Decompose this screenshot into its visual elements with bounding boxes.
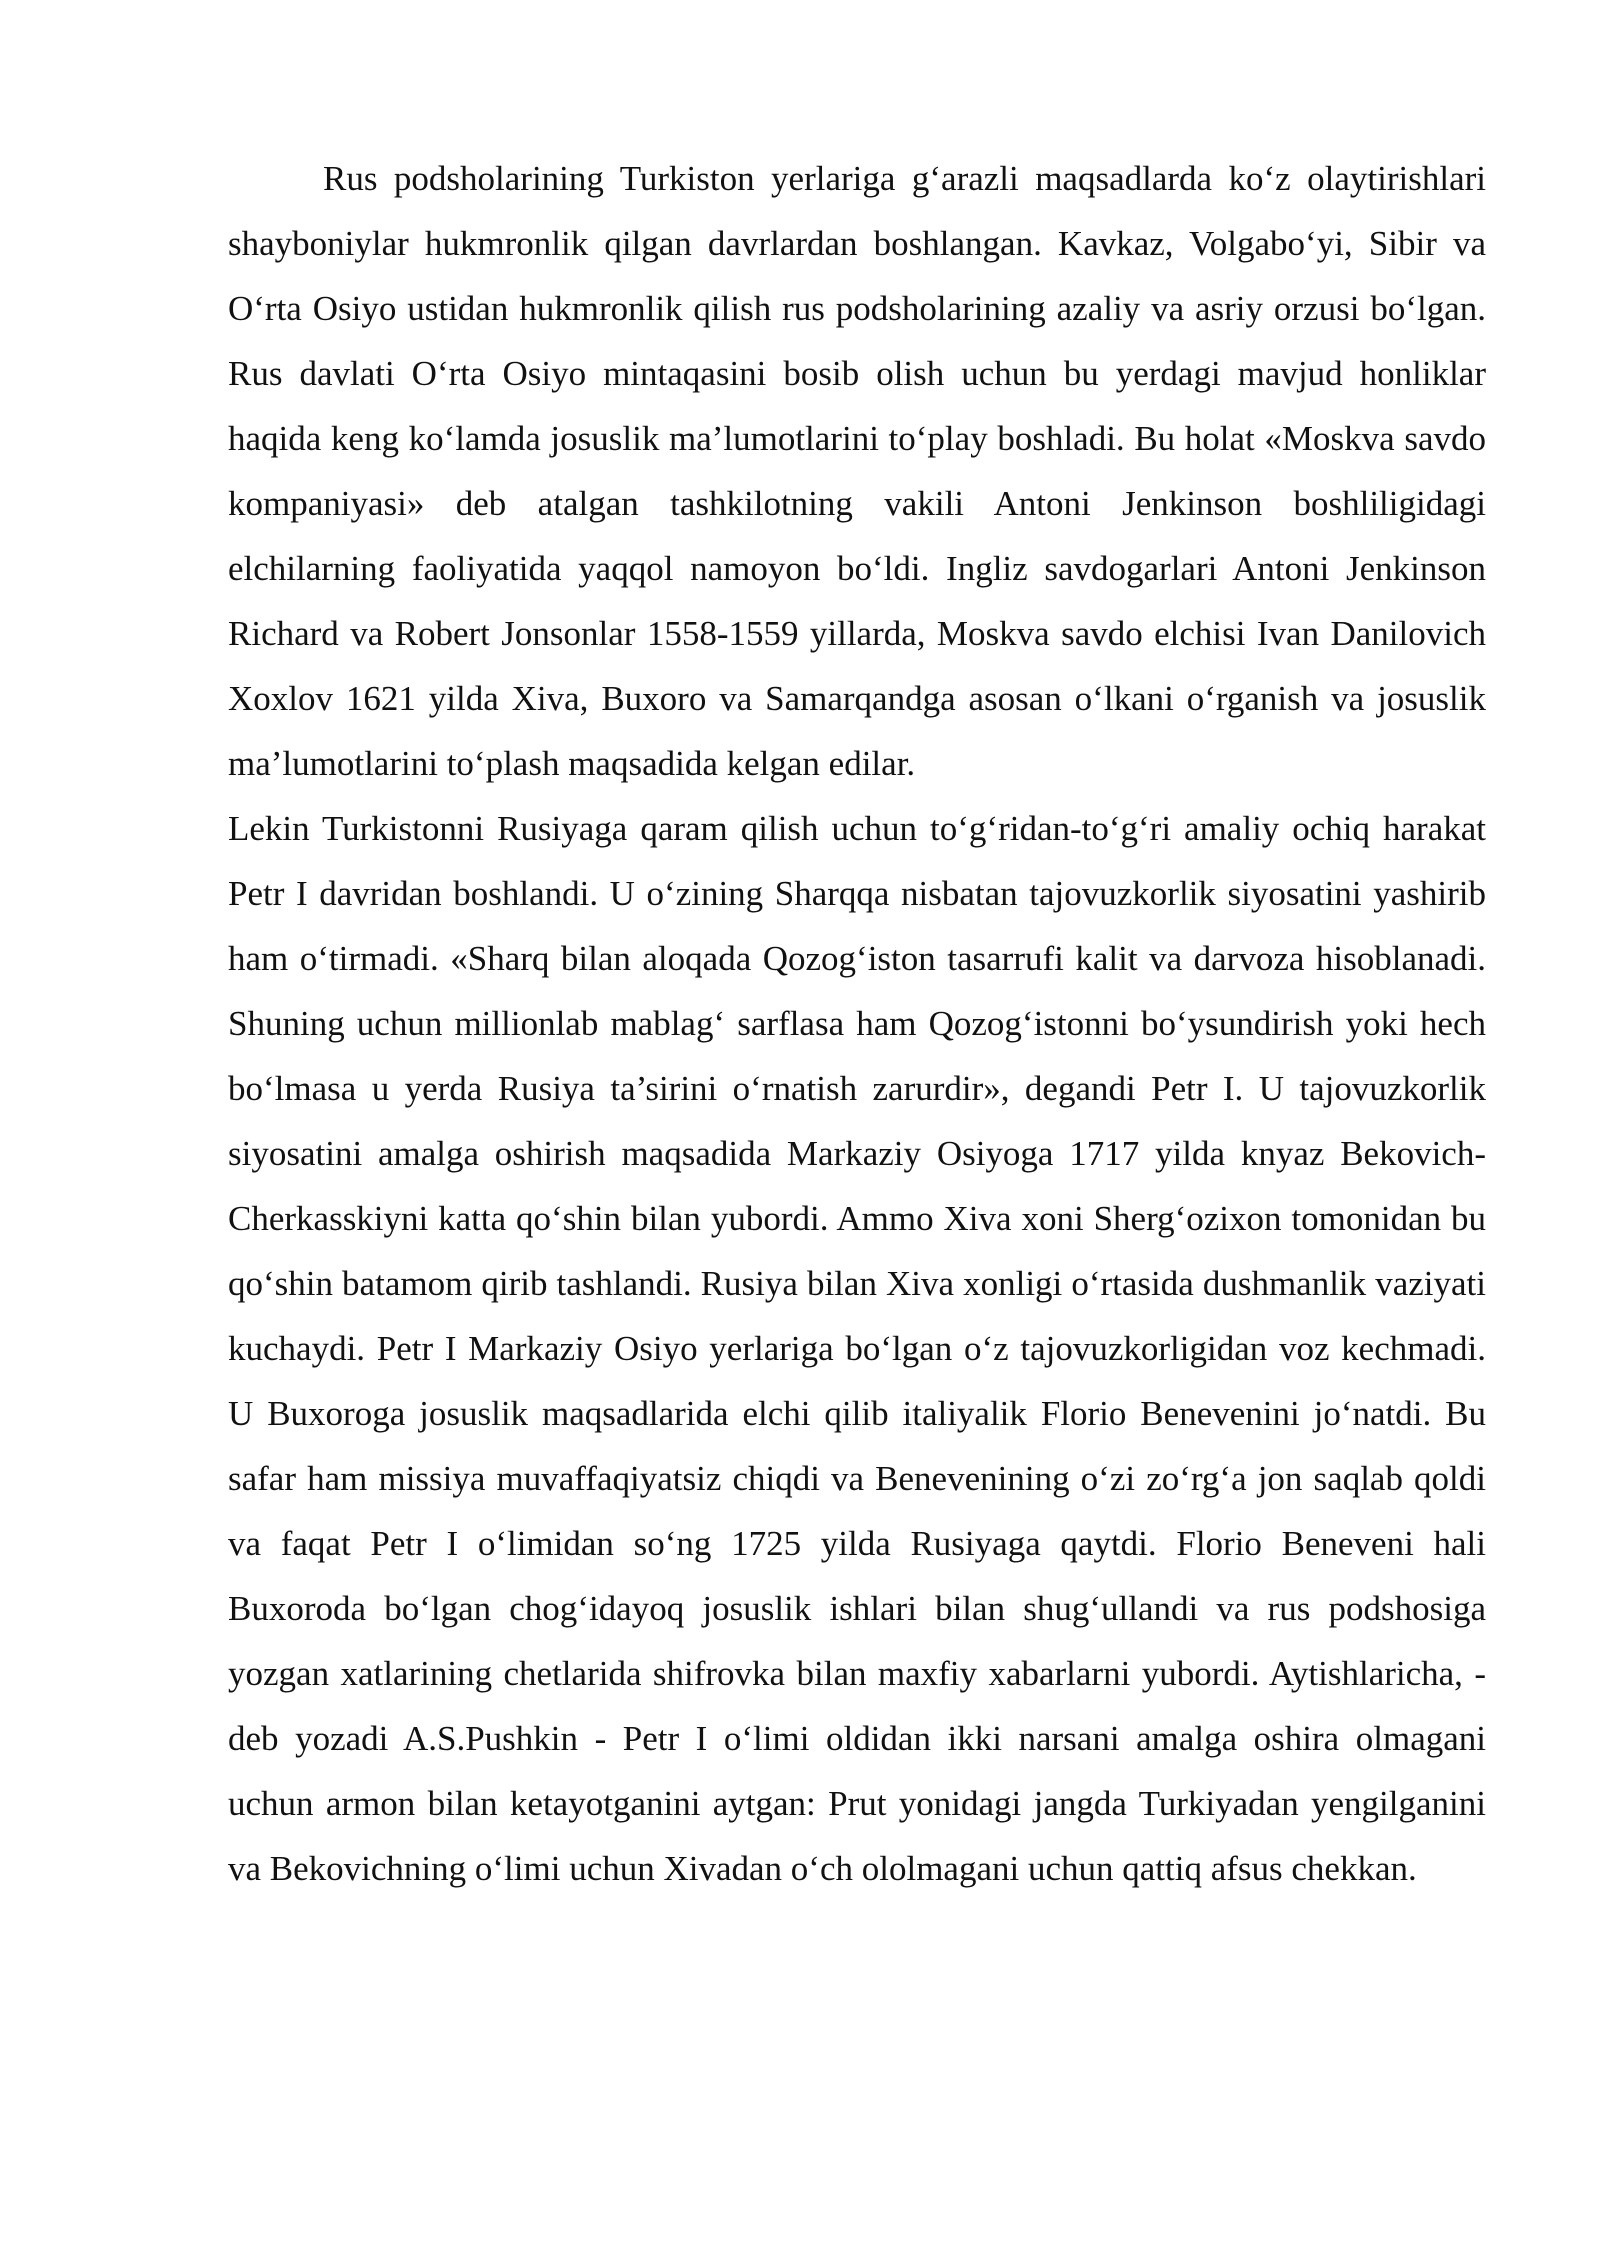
document-body [228, 146, 1486, 1901]
paragraph: Lekin Turkistonni Rusiyaga qaram qilish uchun to‘g‘ridan-to‘g‘ri amaliy ochiq harakat Petr I davridan boshlandi. U o‘zining Sharqqa nisbatan tajovuzkorlik siyosatini yashirib ham o‘tirmadi. «Sharq bilan aloqada Qozog‘iston tasarrufi kalit va darvoza hisoblanadi. Shuning uchun millionlab mablag‘ sarflasa ham Qozog‘istonni bo‘ysundirish yoki hech bo‘lmasa u yerda Rusiya ta’sirini o‘rnatish zarurdir», degandi Petr I. U tajovuzkorlik siyosatini amalga oshirish maqsadida Markaziy Osiyoga 1717 yilda knyaz Bekovich-Cherkasskiyni katta qo‘shin bilan yubordi. Ammo Xiva xoni Sherg‘ozixon tomonidan bu qo‘shin batamom qirib tashlandi. Rusiya bilan Xiva xonligi o‘rtasida dushmanlik vaziyati kuchaydi. Petr I Markaziy Osiyo yerlariga bo‘lgan o‘z tajovuzkorligidan voz kechmadi. U Buxoroga josuslik maqsadlarida elchi qilib italiyalik Florio Benevenini jo‘natdi. Bu safar ham missiya muvaffaqiyatsiz chiqdi va Benevenining o‘zi zo‘rg‘a jon saqlab qoldi va faqat Petr I o‘limidan so‘ng 1725 yilda Rusiyaga qaytdi. Florio Beneveni hali Buxoroda bo‘lgan chog‘idayoq josuslik ishlari bilan shug‘ullandi va rus podshosiga yozgan xatlarining chetlarida shifrovka bilan maxfiy xabarlarni yubordi. Aytishlaricha, - deb yozadi A.S.Pushkin - Petr I o‘limi oldidan ikki narsani amalga oshira olmagani uchun armon bilan ketayotganini aytgan: Prut yonidagi jangda Turkiyadan yengilganini va Bekovichning o‘limi uchun Xivadan o‘ch ololmagani uchun qattiq afsus chekkan. [228, 809, 1486, 1888]
paragraph: Rus podsholarining Turkiston yerlariga g‘arazli maqsadlarda ko‘z olaytirishlari shayboniylar hukmronlik qilgan davrlardan boshlangan. Kavkaz, Volgabo‘yi, Sibir va O‘rta Osiyo ustidan hukmronlik qilish rus podsholarining azaliy va asriy orzusi bo‘lgan. Rus davlati O‘rta Osiyo mintaqasini bosib olish uchun bu yerdagi mavjud honliklar haqida keng ko‘lamda josuslik ma’lumotlarini to‘play boshladi. Bu holat «Moskva savdo kompaniyasi» deb atalgan tashkilotning vakili Antoni Jenkinson boshliligidagi elchilarning faoliyatida yaqqol namoyon bo‘ldi. Ingliz savdogarlari Antoni Jenkinson Richard va Robert Jonsonlar 1558-1559 yillarda, Moskva savdo elchisi Ivan Danilovich Xoxlov 1621 yilda Xiva, Buxoro va Samarqandga asosan o‘lkani o‘rganish va josuslik ma’lumotlarini to‘plash maqsadida kelgan edilar. [228, 159, 1486, 783]
